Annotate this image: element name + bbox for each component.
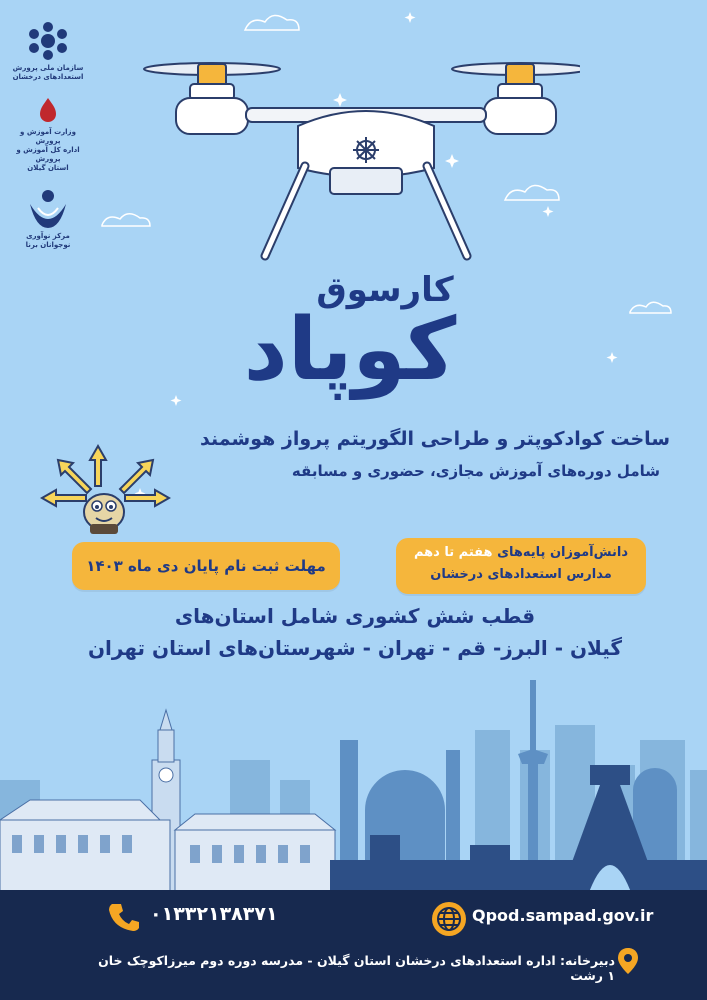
- audience-grades: [396, 542, 646, 564]
- event-title: کوپاد: [243, 300, 457, 400]
- audience-highlight: هفتم تا دهم: [413, 545, 493, 560]
- mascot-character: [38, 440, 173, 540]
- deadline-badge: [72, 542, 340, 590]
- ministry-caption: وزارت آموزش و پرورش اداره کل آموزش و پرورش استان گیلان: [16, 128, 80, 172]
- phone-number[interactable]: ۰۱۳۳۲۱۳۸۳۷۱: [150, 903, 278, 925]
- cloud-decoration: [630, 302, 671, 313]
- audience-schools: مدارس استعدادهای درخشان: [430, 567, 612, 582]
- subtitle-details: شامل دوره‌های آموزش مجازی، حضوری و مسابقه: [291, 462, 660, 480]
- iran-emblem-icon: [33, 96, 63, 124]
- event-label: کارسوق: [316, 270, 454, 310]
- audience-badge: [396, 538, 646, 594]
- sampad-logo: [8, 22, 88, 82]
- sampad-caption: سازمان ملی پرورش استعدادهای درخشان: [12, 64, 84, 81]
- regions-list: گیلان - البرز- قم - تهران - شهرستان‌های استان تهران: [87, 636, 623, 660]
- ministry-logo: [8, 96, 88, 173]
- phone-icon: [106, 899, 140, 933]
- borna-caption: مرکز نوآوری نوجوانان برنا: [25, 232, 71, 249]
- subtitle-main: ساخت کوادکوپتر و طراحی الگوریتم پرواز هوشمند: [200, 428, 670, 450]
- sampad-snowflake-icon: [28, 22, 68, 60]
- borna-figure-icon: [26, 188, 70, 228]
- regions-heading: قطب شش کشوری شامل استان‌های: [174, 604, 536, 628]
- city-skyline: [0, 670, 707, 895]
- website-link[interactable]: Qpod.sampad.gov.ir: [472, 906, 654, 925]
- audience-prefix: دانش‌آموزان پایه‌های: [497, 545, 629, 560]
- deadline-text: مهلت ثبت نام پایان دی ماه ۱۴۰۳: [86, 557, 326, 575]
- borna-logo: [8, 188, 88, 250]
- address-text: دبیرخانه: اداره استعدادهای درخشان استان گیلان - مدرسه دوره دوم میرزاکوچک خان ۱ رشت: [98, 953, 615, 983]
- drone-illustration: [130, 48, 580, 268]
- location-pin-icon: [616, 946, 640, 976]
- sparkle-icon: [607, 352, 618, 363]
- sparkle-icon: [405, 12, 416, 23]
- cloud-decoration: [245, 15, 299, 30]
- globe-icon: [432, 902, 466, 936]
